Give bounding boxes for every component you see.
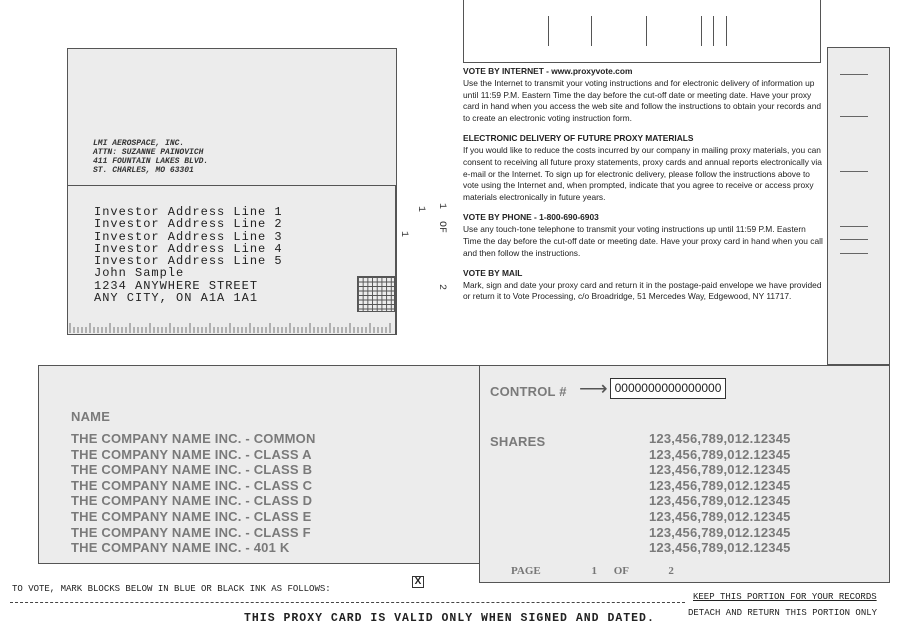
share-amount: 123,456,789,012.12345 [649, 493, 791, 509]
detach-portion-text: DETACH AND RETURN THIS PORTION ONLY [688, 608, 878, 618]
share-amount: 123,456,789,012.12345 [649, 462, 791, 478]
barcode-bar [548, 16, 549, 46]
share-amount: 123,456,789,012.12345 [649, 477, 791, 493]
company-list [71, 431, 316, 556]
page-of: OF [613, 565, 629, 577]
mail-body: Mark, sign and date your proxy card and return it in the postage-paid envelope we have provided or return it to Vote Processing, c/o Broadridge, 51 Mercedes Way, Edgewood, NY 11717. [463, 279, 822, 302]
control-number: 0000000000000000 [610, 378, 726, 399]
divider [395, 185, 396, 335]
investor-line: Investor Address Line 2 [94, 217, 283, 232]
card-page-indicator [511, 565, 674, 577]
company-name: THE COMPANY NAME INC. - CLASS D [71, 493, 313, 509]
mail-page-number: 1 [398, 231, 409, 238]
voting-instructions [463, 66, 825, 312]
valid-notice: THIS PROXY CARD IS VALID ONLY WHEN SIGNED AND DATED. [244, 612, 655, 625]
sender-line: ST. CHARLES, MO 63301 [93, 166, 194, 175]
ruler [69, 321, 393, 333]
investor-line: Investor Address Line 5 [94, 254, 283, 269]
internet-body: Use the Internet to transmit your voting instructions and for electronic delivery of information up until 11:59 P.M. Eastern Time the day before the cut-off date or meeting date. Have your proxy card in hand when you access the web site and follow the instructions to obtain your records and to create an electronic voting instruction form. [463, 77, 822, 124]
investor-line: Investor Address Line 4 [94, 241, 283, 256]
mail-page-indicator: 1 OF [436, 203, 447, 234]
company-name: THE COMPANY NAME INC. - CLASS C [71, 477, 313, 493]
sender-line: LMI AEROSPACE, INC. [93, 139, 185, 148]
barcode-bar [591, 16, 592, 46]
detach-line [10, 602, 685, 603]
barcode-bar [713, 16, 714, 46]
barcode-bar [646, 16, 647, 46]
share-amount: 123,456,789,012.12345 [649, 508, 791, 524]
example-mark-box: X [412, 576, 424, 588]
mail-page-number: 1 [415, 206, 426, 213]
shares-label: SHARES [490, 434, 546, 449]
strip-mark [840, 253, 868, 254]
sender-line: 411 FOUNTAIN LAKES BLVD. [93, 157, 209, 166]
investor-line: 1234 ANYWHERE STREET [94, 278, 259, 293]
page-label: PAGE [511, 565, 541, 577]
strip-mark [840, 74, 868, 75]
share-amount: 123,456,789,012.12345 [649, 524, 791, 540]
mail-heading: VOTE BY MAIL [463, 267, 523, 278]
electronic-heading: ELECTRONIC DELIVERY OF FUTURE PROXY MATERIALS [463, 133, 694, 144]
phone-heading: VOTE BY PHONE - 1-800-690-6903 [463, 212, 599, 223]
barcode-bar [701, 16, 702, 46]
company-name: THE COMPANY NAME INC. - 401 K [71, 540, 290, 556]
share-amount: 123,456,789,012.12345 [649, 431, 791, 446]
company-name: THE COMPANY NAME INC. - COMMON [71, 431, 316, 446]
address-grid [357, 276, 395, 312]
company-name: THE COMPANY NAME INC. - CLASS A [71, 446, 312, 462]
arrow-right-icon: ⟶ [579, 378, 608, 400]
investor-line: ANY CITY, ON A1A 1A1 [94, 291, 259, 306]
sender-line: ATTN: SUZANNE PAINOVICH [93, 148, 204, 157]
share-amount: 123,456,789,012.12345 [649, 540, 791, 556]
strip-mark [840, 226, 868, 227]
investor-address [94, 206, 283, 304]
investor-line: Investor Address Line 1 [94, 205, 283, 219]
internet-heading: VOTE BY INTERNET - www.proxyvote.com [463, 66, 633, 76]
sender-address [93, 139, 208, 175]
page-total: 2 [668, 565, 674, 577]
barcode-bar [726, 16, 727, 46]
page-number: 1 [591, 565, 597, 577]
control-label: CONTROL # [490, 384, 567, 399]
strip-mark [840, 239, 868, 240]
investor-line: John Sample [94, 266, 185, 281]
company-name: THE COMPANY NAME INC. - CLASS B [71, 462, 313, 478]
strip-mark [840, 116, 868, 117]
share-amount: 123,456,789,012.12345 [649, 446, 791, 462]
name-label: NAME [71, 409, 111, 424]
keep-portion-text: KEEP THIS PORTION FOR YOUR RECORDS [693, 592, 877, 602]
right-strip [827, 47, 890, 365]
company-name: THE COMPANY NAME INC. - CLASS E [71, 508, 312, 524]
divider [67, 185, 397, 186]
vote-instruction: TO VOTE, MARK BLOCKS BELOW IN BLUE OR BLACK INK AS FOLLOWS: [12, 584, 331, 594]
shares-list [649, 431, 791, 556]
phone-body: Use any touch-tone telephone to transmit your voting instructions up until 11:59 P.M. Eastern Time the day before the cut-off date or meeting date. Have your proxy card in hand when you call and then follow the instructions. [463, 224, 823, 258]
electronic-body: If you would like to reduce the costs incurred by our company in mailing proxy materials, you can consent to receiving all future proxy statements, proxy cards and annual reports electronically via e-mail or the Internet. To sign up for electronic delivery, please follow the instructions above to vote using the Internet and, when prompted, indicate that you agree to receive or access proxy materials electronically in future years. [463, 145, 822, 203]
investor-line: Investor Address Line 3 [94, 229, 283, 244]
strip-mark [840, 171, 868, 172]
barcode-box [463, 0, 821, 63]
company-name: THE COMPANY NAME INC. - CLASS F [71, 524, 311, 540]
mail-page-number: 2 [436, 284, 447, 291]
